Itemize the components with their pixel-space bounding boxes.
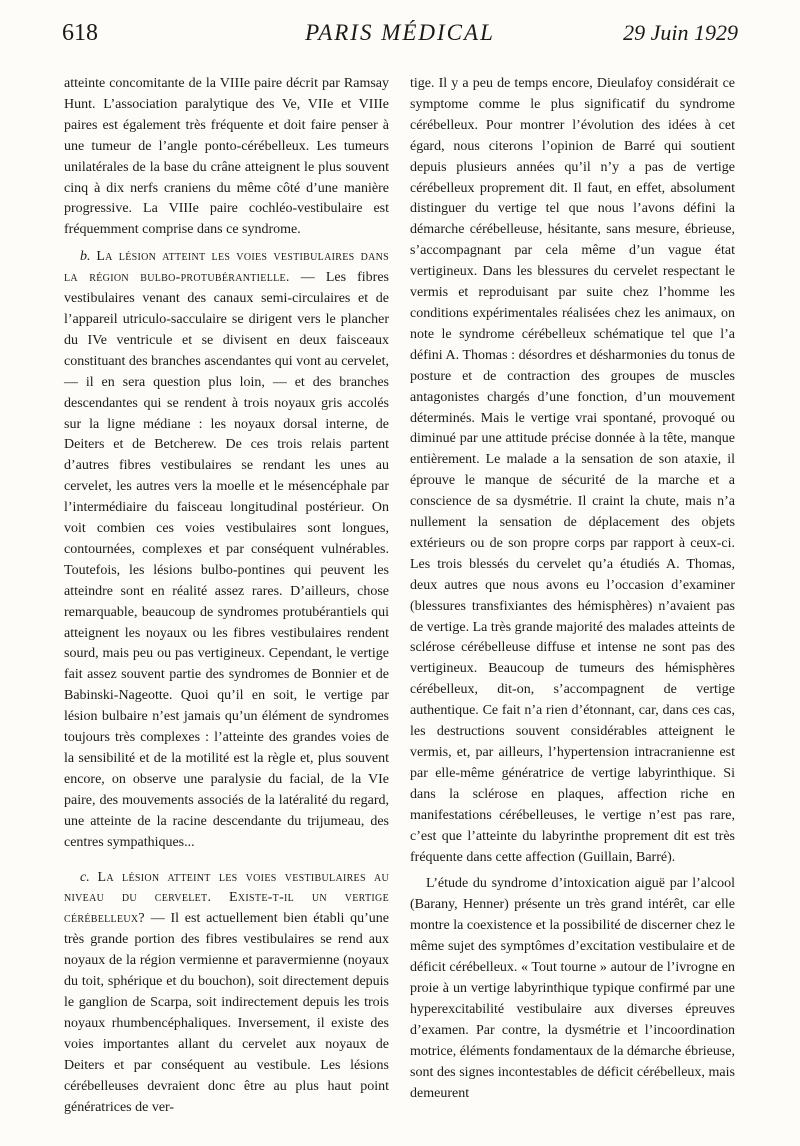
journal-title: PARIS MÉDICAL	[305, 20, 495, 45]
page-number: 618	[62, 20, 98, 46]
section-heading: La lésion atteint les voies vestibulaires au niveau du cervelet. Existe-t-il un vertige cérébelleux?	[64, 869, 389, 927]
section-heading: La lésion atteint les voies vestibulaires dans la région bulbo-protubérantielle.	[64, 249, 390, 286]
section-letter: c.	[80, 869, 90, 885]
section-letter: b.	[80, 249, 91, 265]
left-column	[64, 74, 389, 1118]
page-header	[62, 20, 738, 50]
paragraph: atteinte concomitante de la VIIIe paire décrit par Ramsay Hunt. L’association paralytique des Ve, VIIe et VIIIe paires est également très fréquente et doit faire penser à une tumeur de l’angle ponto-cérébelleux. Les tumeurs unilatérales de la base du crâne atteignent le plus souvent cinq à dix nerfs craniens du même côté d’une manière progressive. La VIIIe paire cochléo-vestibulaire est fréquemment comprise dans ce syndrome.	[64, 76, 389, 238]
right-column	[410, 74, 735, 1104]
paragraph: L’étude du syndrome d’intoxication aiguë par l’alcool (Barany, Henner) présente un très grand intérêt, car elle montre la coexistence et la possibilité de discerner chez le même sujet des symptômes d’excitation vestibulaire et de déficit cérébelleux. « Tout tourne » autour de l’ivrogne en proie à un vertige labyrinthique typique confirmé par une hyperexcitabilité vestibulaire aux diverses épreuves d’examen. Par contre, la dysmétrie et l’incoordination motrice, éléments fondamentaux de la démarche ébrieuse, sont des signes incontestables de déficit cérébelleux, mais demeurent	[410, 876, 735, 1101]
section-c	[64, 868, 389, 1119]
section-text: — Les fibres vestibulaires venant des canaux semi-circulaires et de l’appareil utriculo-sacculaire se dirigent vers le plancher du IVe ventricule et se divisent en deux faisceaux constituant des branches ascendantes qui vont au cervelet, — il en sera question plus loin, — et des branches descendantes qui se rendent à trois noyaux gris accolés sur la ligne médiane : les noyaux dorsal interne, de Deiters et de Betcherew. De ces trois relais partent d’autres fibres vestibulaires se rendant les unes au cervelet, les autres vers la moelle et le mésencéphale par l’intermédiaire du faisceau longitudinal postérieur. On voit combien ces voies vestibulaires sont longues, contournées, complexes et par conséquent vulnérables. Toutefois, les lésions bulbo-pontines qui peuvent les atteindre sont en réalité assez rares. D’ailleurs, chose remarquable, beaucoup de syndromes protubérantiels qui atteignent les noyaux ou les fibres vestibulaires rendent sourd, mais peu ou pas vertigineux. Cependant, le vertige fait assez souvent partie des syndromes de Bonnier et de Babinski-Nageotte. Quoi qu’il en soit, le vertige par lésion bulbaire n’est jamais qu’un élément de syndromes toujours très complexes : l’atteinte des grandes voies de la sensibilité et de la motilité est la règle et, plus souvent encore, on observe une paralysie du facial, de la VIe paire, des mouvements associés de la latéralité du regard, une atteinte de la racine descendante du trijumeau, des centres sympathiques...	[64, 270, 390, 850]
paragraph: tige. Il y a peu de temps encore, Dieulafoy considérait ce symptome comme le plus significatif du syndrome cérébelleux. Pour montrer l’évolution des idées à cet égard, nous citerons l’opinion de Barré qui soutient depuis plusieurs années qu’il n’y a pas de vertige cérébelleux proprement dit. Il faut, en effet, absolument distinguer du vertige tel que nous l’avons défini la démarche cérébelleuse, hésitante, sans mesure, ébrieuse, s’accompagnant par cela même d’un vague état vertigineux. Dans les blessures du cervelet respectant le vermis et reproduisant par suite chez l’homme les conditions expérimentales réalisées chez les animaux, on note le syndrome cérébelleux schématique tel que l’a défini A. Thomas : désordres et désharmonies du tonus de posture et de contraction des groupes de muscles antagonistes chargés d’une fonction, d’un mouvement déterminés. Mais le vertige vrai spontané, provoqué ou diminué par une attitude précise donnée à la tête, manque entièrement. Le malade a la sensation de son ataxie, il éprouve le manque de sécurité de la marche et a conscience de sa dysmétrie. Il craint la chute, mais n’a nullement la sensation de déplacement des objets extérieurs ou de son propre corps par rapport à ceux-ci. Les trois blessés du cervelet qu’a étudiés A. Thomas, deux autres que nous avons eu l’occasion d’examiner (blessures transfixiantes des hémisphères) n’avaient pas de vertige. La très grande majorité des malades atteints de sclérose cérébelleuse diffuse et intense ne sont pas des vertigineux. Beaucoup de tumeurs des hémisphères cérébelleux, dit-on, s’accompagnent de vertige authentique. Ce fait n’a rien d’étonnant, car, dans ces cas, les destructions souvent considérables atteignent le vermis, et, par ailleurs, l’hypertension intracranienne est par elle-même génératrice de vertige labyrinthique. Si dans la sclérose en plaques, affection riche en manifestations cérébelleuses, le vertige n’est pas rare, c’est que l’atteinte du labyrinthe proprement dit est très fréquente dans cette affection (Guillain, Barré).	[410, 76, 735, 865]
issue-date: 29 Juin 1929	[623, 20, 738, 45]
section-text: — Il est actuellement bien établi qu’une très grande portion des fibres vestibulaires se rend aux noyaux de la région vermienne et paravermienne (noyaux du toit, sphérique et du bouchon), soit directement depuis le ganglion de Scarpa, soit indirectement depuis les trois noyaux rhumbencéphaliques. Inversement, il existe des voies importantes allant du cervelet aux noyaux de Deiters et par conséquent au vestibule. Les lésions cérébelleuses devraient donc être au plus haut point génératrices de ver-	[64, 911, 389, 1115]
section-b	[64, 247, 389, 853]
